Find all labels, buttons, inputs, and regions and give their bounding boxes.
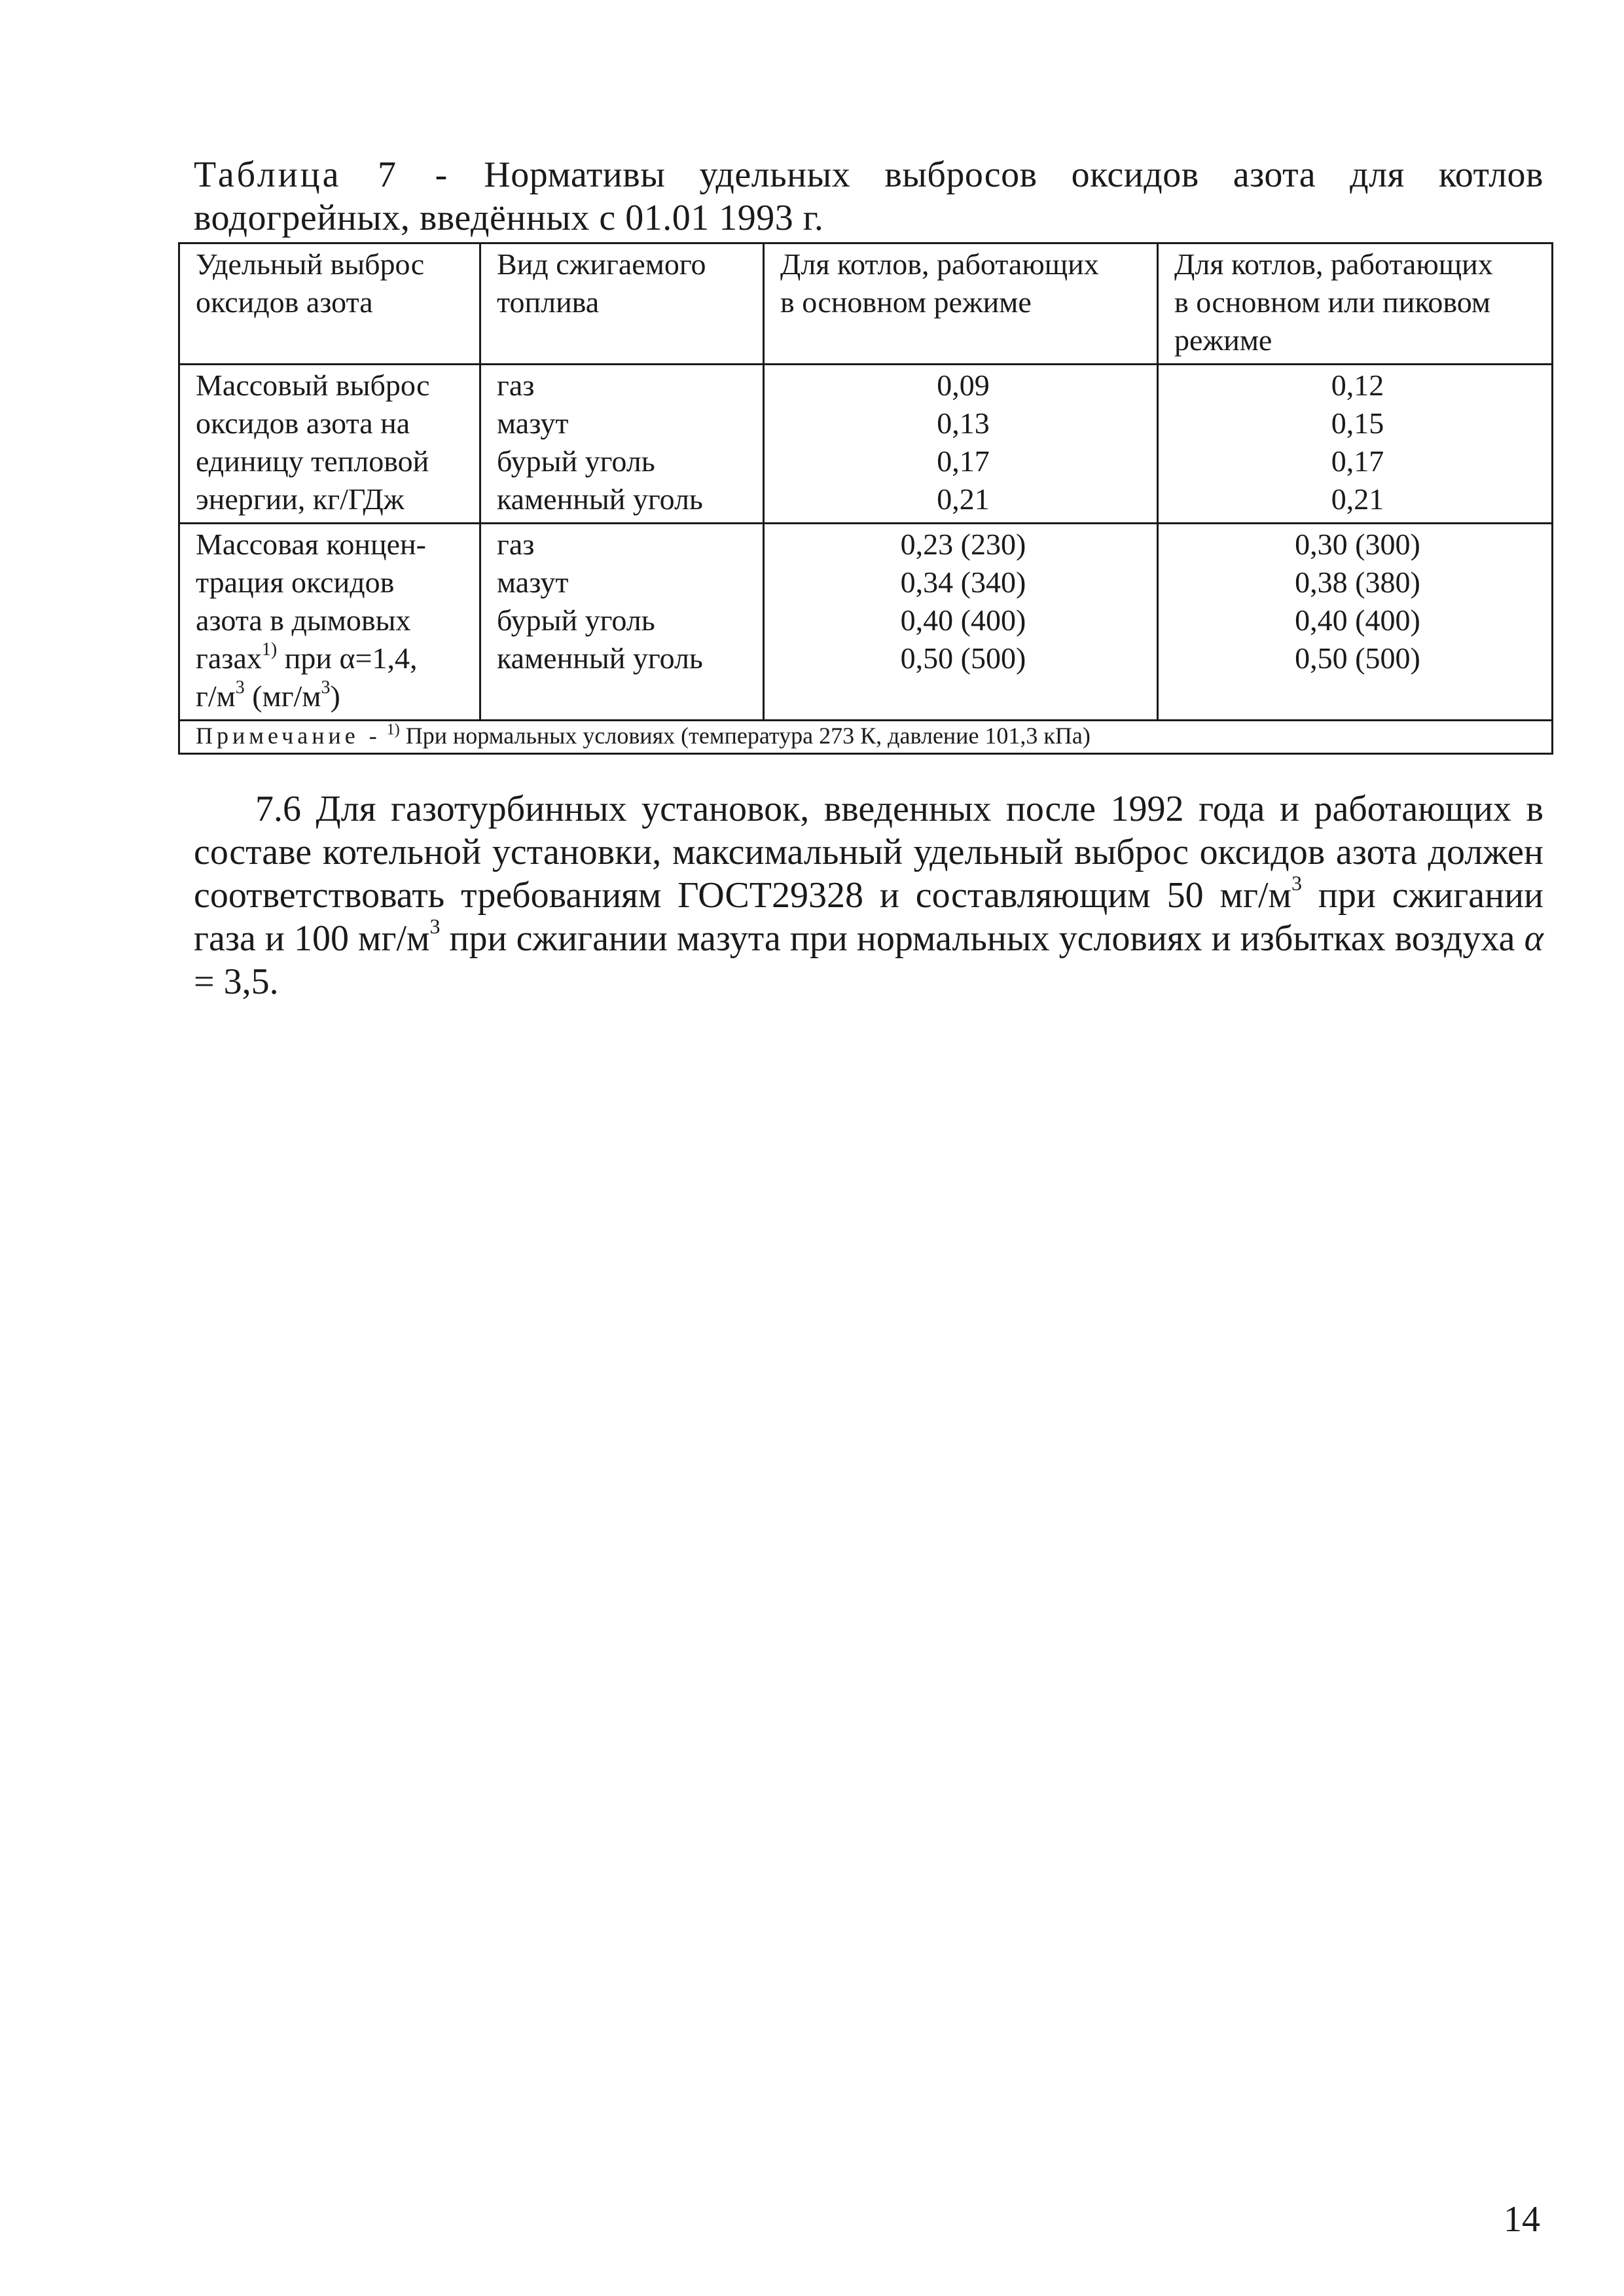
table-note [179,721,1553,754]
footnote-marker: 1) [386,721,400,738]
header-cell-main-mode: Для котлов, работающих в основном режиме [764,243,1158,365]
page-number: 14 [1504,2199,1540,2240]
table-note-row [179,721,1553,754]
peak-mode-values: 0,30 (300) 0,38 (380) 0,40 (400) 0,50 (500) [1158,524,1553,721]
table-row [179,365,1553,524]
peak-mode-values: 0,12 0,15 0,17 0,21 [1158,365,1553,524]
header-cell-peak-mode: Для котлов, работающих в основном или пиковом режиме [1158,243,1553,365]
table-caption [194,153,1543,240]
body-paragraph: 7.6 Для газотурбинных установок, введенных после 1992 года и работающих в составе котельной установки, максимальный удельный выброс оксидов азота должен соответствовать требованиям ГОСТ29328 и составляющим 50 $мг/м^3$ при сжигании газа и 100 $мг/м^3$ при сжигании мазута при нормальных условиях и избытках воздуха α = 3,5. [194,789,1544,1002]
header-cell-fuel-type: Вид сжигаемого топлива [480,243,764,365]
header-cell-emission-type: Удельный выброс оксидов азота [179,243,480,365]
table-row [179,524,1553,721]
row-label-mass-emission: Массовый выброс оксидов азота на единицу тепловой энергии, кг/ГДж [179,365,480,524]
emission-norms-table [178,242,1553,755]
table-caption-text: Нормативы удельных выбросов оксидов азота для котлов водогрейных, введённых с 01.01 1993 г. [194,154,1543,238]
table-caption-label: Таблица 7 - [194,154,450,195]
main-mode-values: 0,09 0,13 0,17 0,21 [764,365,1158,524]
fuel-list: газ мазут бурый уголь каменный уголь [480,365,764,524]
note-text: При нормальных условиях (температура 273 К, давление 101,3 кПа) [399,723,1091,749]
main-mode-values: 0,23 (230) 0,34 (340) 0,40 (400) 0,50 (500) [764,524,1158,721]
alpha-symbol: α [1524,918,1543,959]
footnote-marker: 1) [261,639,278,660]
fuel-list: газ мазут бурый уголь каменный уголь [480,524,764,721]
table-header-row [179,243,1553,365]
row-label-mass-concentration: Массовая концен- трация оксидов азота в дымовых газах$^{1)}$ при α=1,4, $г/м^3$ $(мг/м^3)$ [179,524,480,721]
note-prefix: Примечание - [196,723,381,749]
